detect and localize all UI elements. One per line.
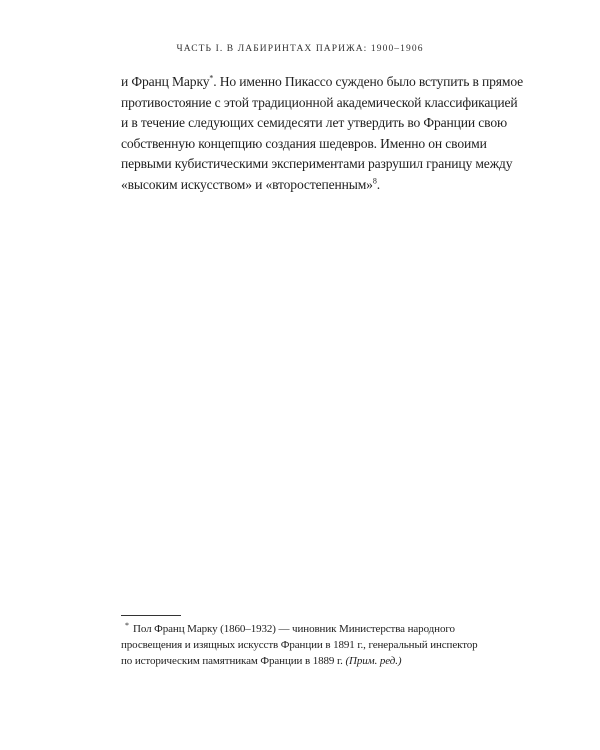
endnote-reference[interactable]: 8 <box>372 175 377 185</box>
body-line: противостояние с этой традиционной академической классификацией <box>121 94 518 110</box>
body-paragraph <box>121 72 524 195</box>
footnote-line: просвещения и изящных искусств Франции в 1891 г., генеральный инспектор <box>121 639 478 651</box>
body-line <box>121 175 483 196</box>
footnote-text-segment: Пол Франц Марку (1860–1932) — чиновник Министерства народного <box>133 623 455 635</box>
body-text-segment: и Франц Марку <box>121 74 210 89</box>
body-line: и в течение следующих семидесяти лет утвердить во Франции свою <box>121 115 507 130</box>
editor-note: (Прим. ред.) <box>345 655 402 667</box>
footnote <box>121 621 483 669</box>
body-text-segment: «высоким искусством» и «второстепенным» <box>121 176 373 192</box>
body-line: собственную концепцию создания шедевров. Именно он своими <box>121 135 487 151</box>
footnote-separator <box>121 615 181 616</box>
running-head: ЧАСТЬ I. В ЛАБИРИНТАХ ПАРИЖА: 1900–1906 <box>176 44 424 54</box>
body-text-segment: . Но именно Пикассо суждено было вступить в прямое <box>213 74 524 89</box>
footnote-mark: * <box>125 621 129 630</box>
footnote-marker[interactable]: * <box>209 73 214 83</box>
body-text-segment: . <box>376 176 380 192</box>
footnote-line <box>121 653 483 669</box>
body-line: первыми кубистическими экспериментами разрушил границу между <box>121 156 513 171</box>
footnote-text-segment: по историческим памятникам Франции в 1889 г. <box>121 655 346 667</box>
body-line <box>121 72 524 93</box>
footnote-line <box>121 621 483 637</box>
